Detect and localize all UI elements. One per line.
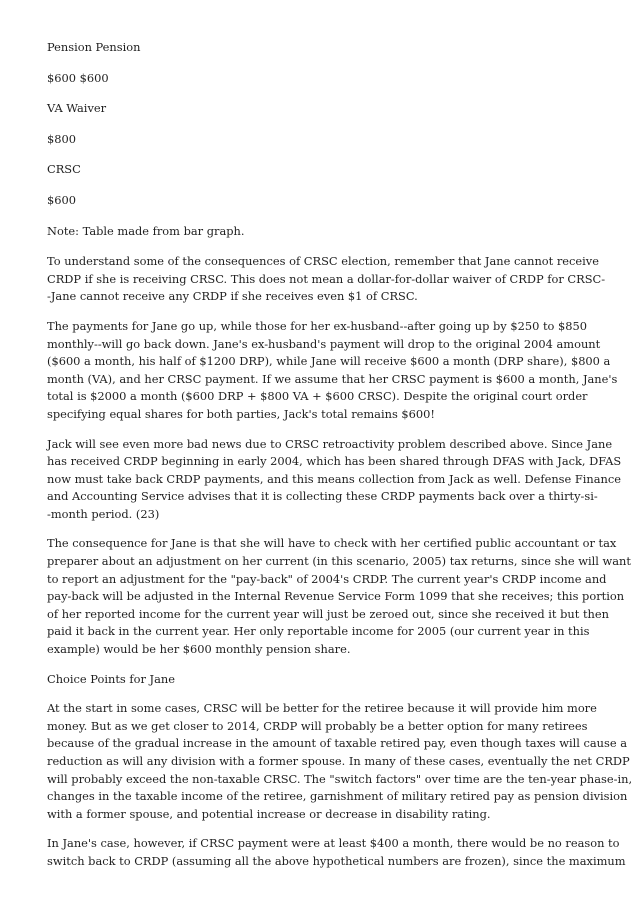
table-row: $600 $600 [47,70,109,85]
paragraph-janes-case [47,835,626,870]
text-line: changes in the taxable income of the retiree, garnishment of military retired pay as pension division [47,789,628,804]
section-heading: Choice Points for Jane [47,671,175,686]
text-line: monthly--will go back down. Jane's ex-husband's payment will drop to the original 2004 amount [47,336,601,351]
text-line: At the start in some cases, CRSC will be better for the retiree because it will provide him more [47,701,597,716]
paragraph-switch-factors [47,700,633,823]
text-line: In Jane's case, however, if CRSC payment were at least $400 a month, there would be no reason to [47,836,620,851]
text-line: money. But as we get closer to 2014, CRDP will probably be a better option for many retirees [47,718,588,733]
text-line: now must take back CRDP payments, and this means collection from Jack as well. Defense Finance [47,471,621,486]
text-line: -Jane cannot receive any CRDP if she receives even $1 of CRSC. [47,289,418,304]
text-line: Jack will see even more bad news due to CRSC retroactivity problem described above. Since Jane [47,436,613,451]
text-line: pay-back will be adjusted in the Internal Revenue Service Form 1099 that she receives; this portion [47,589,625,604]
text-line: example) would be her $600 monthly pension share. [47,642,351,657]
text-line: -month period. (23) [47,506,160,521]
text-line: because of the gradual increase in the amount of taxable retired pay, even though taxes will cause a [47,736,628,751]
text-line: ($600 a month, his half of $1200 DRP), while Jane will receive $600 a month (DRP share), $800 a [47,354,611,369]
paragraph-tax-consequence [47,535,631,658]
section-heading-choice-points [47,671,595,689]
text-line: will probably exceed the non-taxable CRSC. The "switch factors" over time are the ten-year phase-in, [47,771,633,786]
paragraph-crsc-consequences [47,253,606,306]
text-line: total is $2000 a month ($600 DRP + $800 VA + $600 CRSC). Despite the original court order [47,389,588,404]
table-note: Note: Table made from bar graph. [47,223,245,238]
text-line: switch back to CRDP (assuming all the above hypothetical numbers are frozen), since the maximum [47,853,626,868]
text-line: preparer about an adjustment on her current (in this scenario, 2005) tax returns, since she will want [47,554,631,569]
text-line: of her reported income for the current year will just be zeroed out, since she received it but then [47,606,609,621]
table-row: $800 [47,131,76,146]
table-row: Pension Pension [47,40,141,54]
text-line: The payments for Jane go up, while those for her ex-husband--after going up by $250 to $850 [47,318,587,333]
paragraph-payments [47,318,618,424]
table-row: CRSC [47,162,81,177]
text-line: reduction as will any division with a former spouse. In many of these cases, eventually the net CRDP [47,754,630,768]
text-line: The consequence for Jane is that she will have to check with her certified public accountant or tax [47,536,617,551]
pension-table-text [47,39,595,240]
paragraph-retroactivity [47,436,622,524]
table-row: $600 [47,192,76,207]
table-row: VA Waiver [47,101,107,116]
text-line: and Accounting Service advises that it is collecting these CRDP payments back over a thirty-si- [47,489,598,504]
text-line: CRDP if she is receiving CRSC. This does not mean a dollar-for-dollar waiver of CRDP for CRSC- [47,271,606,286]
text-line: has received CRDP beginning in early 2004, which has been shared through DFAS with Jack, DFAS [47,454,622,469]
text-line: paid it back in the current year. Her only reportable income for 2005 (our current year in this [47,624,590,639]
text-line: To understand some of the consequences of CRSC election, remember that Jane cannot receive [47,254,599,269]
document-page [47,39,633,883]
text-line: with a former spouse, and potential increase or decrease in disability rating. [47,806,491,821]
text-line: to report an adjustment for the "pay-back" of 2004's CRDP. The current year's CRDP income and [47,571,607,586]
text-line: specifying equal shares for both parties, Jack's total remains $600! [47,406,435,421]
text-line: month (VA), and her CRSC payment. If we assume that her CRSC payment is $600 a month, Jane's [47,371,618,386]
